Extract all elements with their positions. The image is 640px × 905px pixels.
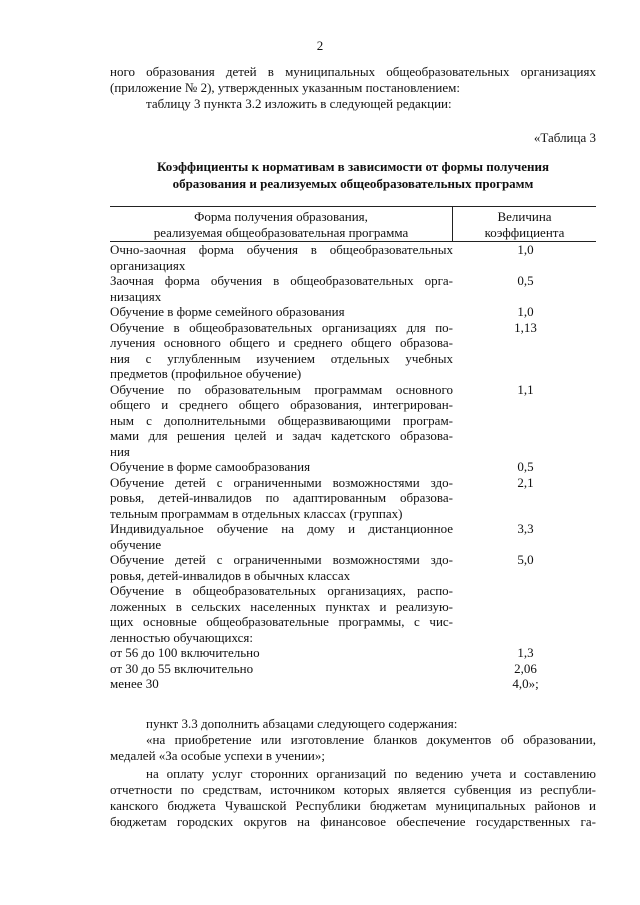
row-description-line: Обучение детей с ограниченными возможностями здо-	[110, 474, 453, 490]
table-title-line-2: образования и реализуемых общеобразовательных программ	[172, 176, 534, 191]
after-p3-line2: отчетности по средствам, источником которых является субвенция из республи-	[110, 782, 596, 797]
row-description	[110, 320, 453, 382]
row-description-line: Обучение детей с ограниченными возможностями здо-	[110, 552, 453, 567]
row-description	[110, 583, 453, 645]
row-description	[110, 676, 453, 692]
row-description	[110, 382, 453, 460]
intro-line-3: таблицу 3 пункта 3.2 изложить в следующей редакции:	[146, 96, 452, 111]
table-header-row	[110, 207, 596, 242]
row-description-line: менее 30	[110, 676, 159, 691]
row-description-line: ния	[110, 443, 130, 459]
row-description	[110, 645, 453, 661]
row-description	[110, 661, 453, 677]
table-row	[110, 521, 596, 552]
table-row	[110, 382, 596, 460]
coefficients-table	[110, 206, 596, 692]
header-coefficient	[453, 207, 596, 241]
row-description-line: ровья, детей-инвалидов по адаптированным образова-	[110, 490, 453, 505]
row-description-line: ровья, детей-инвалидов в обычных классах	[110, 567, 351, 583]
header-col1-line2: реализуемая общеобразовательная программа	[153, 224, 409, 240]
after-p2-line2: медалей «За особые успехи в учении»;	[110, 748, 325, 763]
row-description-line: Очно-заочная форма обучения в общеобразовательных	[110, 242, 453, 257]
row-description	[110, 552, 453, 583]
row-coefficient: 1,13	[514, 319, 537, 335]
table-row	[110, 583, 596, 645]
row-coefficient: 0,5	[517, 273, 534, 288]
row-coefficient: 3,3	[517, 521, 534, 536]
intro-line-2: (приложение № 2), утвержденных указанным постановлением:	[110, 80, 460, 95]
row-description	[110, 242, 453, 273]
header-col1-line1: Форма получения образования,	[194, 209, 368, 224]
table-row	[110, 552, 596, 583]
row-coefficient: 2,06	[514, 660, 537, 676]
row-description-line: Обучение в форме семейного образования	[110, 304, 345, 319]
after-p2-line1: «на приобретение или изготовление бланков документов об образовании,	[146, 732, 596, 747]
row-description-line: от 56 до 100 включительно	[110, 645, 260, 660]
row-description-line: Обучение по образовательным программам основного	[110, 381, 453, 397]
row-description-line: общего и среднего общего образования, интегрирован-	[110, 397, 453, 412]
row-coefficient: 4,0»;	[512, 676, 539, 691]
table-body	[110, 242, 596, 692]
row-description-line: ленностью обучающихся:	[110, 629, 253, 645]
row-coefficient	[453, 583, 596, 645]
table-row	[110, 475, 596, 522]
row-description-line: Обучение в общеобразовательных организациях для по-	[110, 319, 453, 335]
row-coefficient: 1,3	[517, 645, 534, 660]
table-row	[110, 242, 596, 273]
page-number: 2	[316, 38, 324, 53]
row-description-line: щих основные общеобразовательные программы, с чис-	[110, 614, 453, 629]
table-row	[110, 320, 596, 382]
table-row	[110, 676, 596, 692]
row-description-line: ния с углубленным изучением отдельных учебных	[110, 350, 453, 366]
after-p3-line1: на оплату услуг сторонних организаций по ведению учета и составлению	[146, 766, 596, 781]
header-col2-line1: Величина	[497, 209, 552, 224]
row-description-line: организациях	[110, 257, 186, 273]
row-description-line: низациях	[110, 288, 162, 304]
row-description-line: от 30 до 55 включительно	[110, 660, 254, 676]
header-col2-line2: коэффициента	[484, 224, 565, 240]
table-row	[110, 459, 596, 475]
row-description-line: предметов (профильное обучение)	[110, 366, 302, 381]
after-p3-line4: бюджетам городских округов на финансовое обеспечение государственных га-	[110, 814, 596, 829]
row-description-line: лучения основного общего и среднего общего образова-	[110, 335, 453, 350]
table-caption: «Таблица 3	[533, 130, 596, 145]
after-p3-line3: канского бюджета Чувашской Республики бюджетам муниципальных районов и	[110, 798, 596, 813]
row-coefficient: 2,1	[517, 474, 534, 490]
row-coefficient: 1,1	[517, 381, 534, 397]
after-p1: пункт 3.3 дополнить абзацами следующего содержания:	[146, 716, 458, 731]
row-coefficient: 0,5	[517, 459, 534, 474]
row-description	[110, 304, 453, 320]
row-description-line: ложенных в сельских населенных пунктах и реализую-	[110, 598, 453, 614]
row-description-line: Заочная форма обучения в общеобразовательных орга-	[110, 273, 453, 288]
row-description	[110, 459, 453, 475]
row-description	[110, 475, 453, 522]
row-description	[110, 521, 453, 552]
row-description	[110, 273, 453, 304]
table-row	[110, 304, 596, 320]
table-title-line-1: Коэффициенты к нормативам в зависимости от формы получения	[157, 159, 549, 174]
intro-line-1: ного образования детей в муниципальных общеобразовательных организациях	[110, 64, 596, 79]
row-coefficient: 1,0	[517, 242, 534, 257]
row-coefficient: 1,0	[517, 304, 534, 319]
row-coefficient: 5,0	[517, 552, 534, 567]
row-description-line: мами для решения целей и задач кадетского образова-	[110, 428, 453, 443]
row-description-line: обучение	[110, 536, 162, 552]
header-form-of-education	[110, 207, 453, 241]
row-description-line: ным с дополнительными общеразвивающими програм-	[110, 412, 453, 428]
row-description-line: Обучение в форме самообразования	[110, 459, 311, 474]
row-description-line: Индивидуальное обучение на дому и дистанционное	[110, 521, 453, 536]
table-row	[110, 645, 596, 661]
table-row	[110, 661, 596, 677]
row-description-line: тельным программам в отдельных классах (группах)	[110, 505, 403, 521]
row-description-line: Обучение в общеобразовательных организациях, распо-	[110, 583, 453, 598]
table-row	[110, 273, 596, 304]
